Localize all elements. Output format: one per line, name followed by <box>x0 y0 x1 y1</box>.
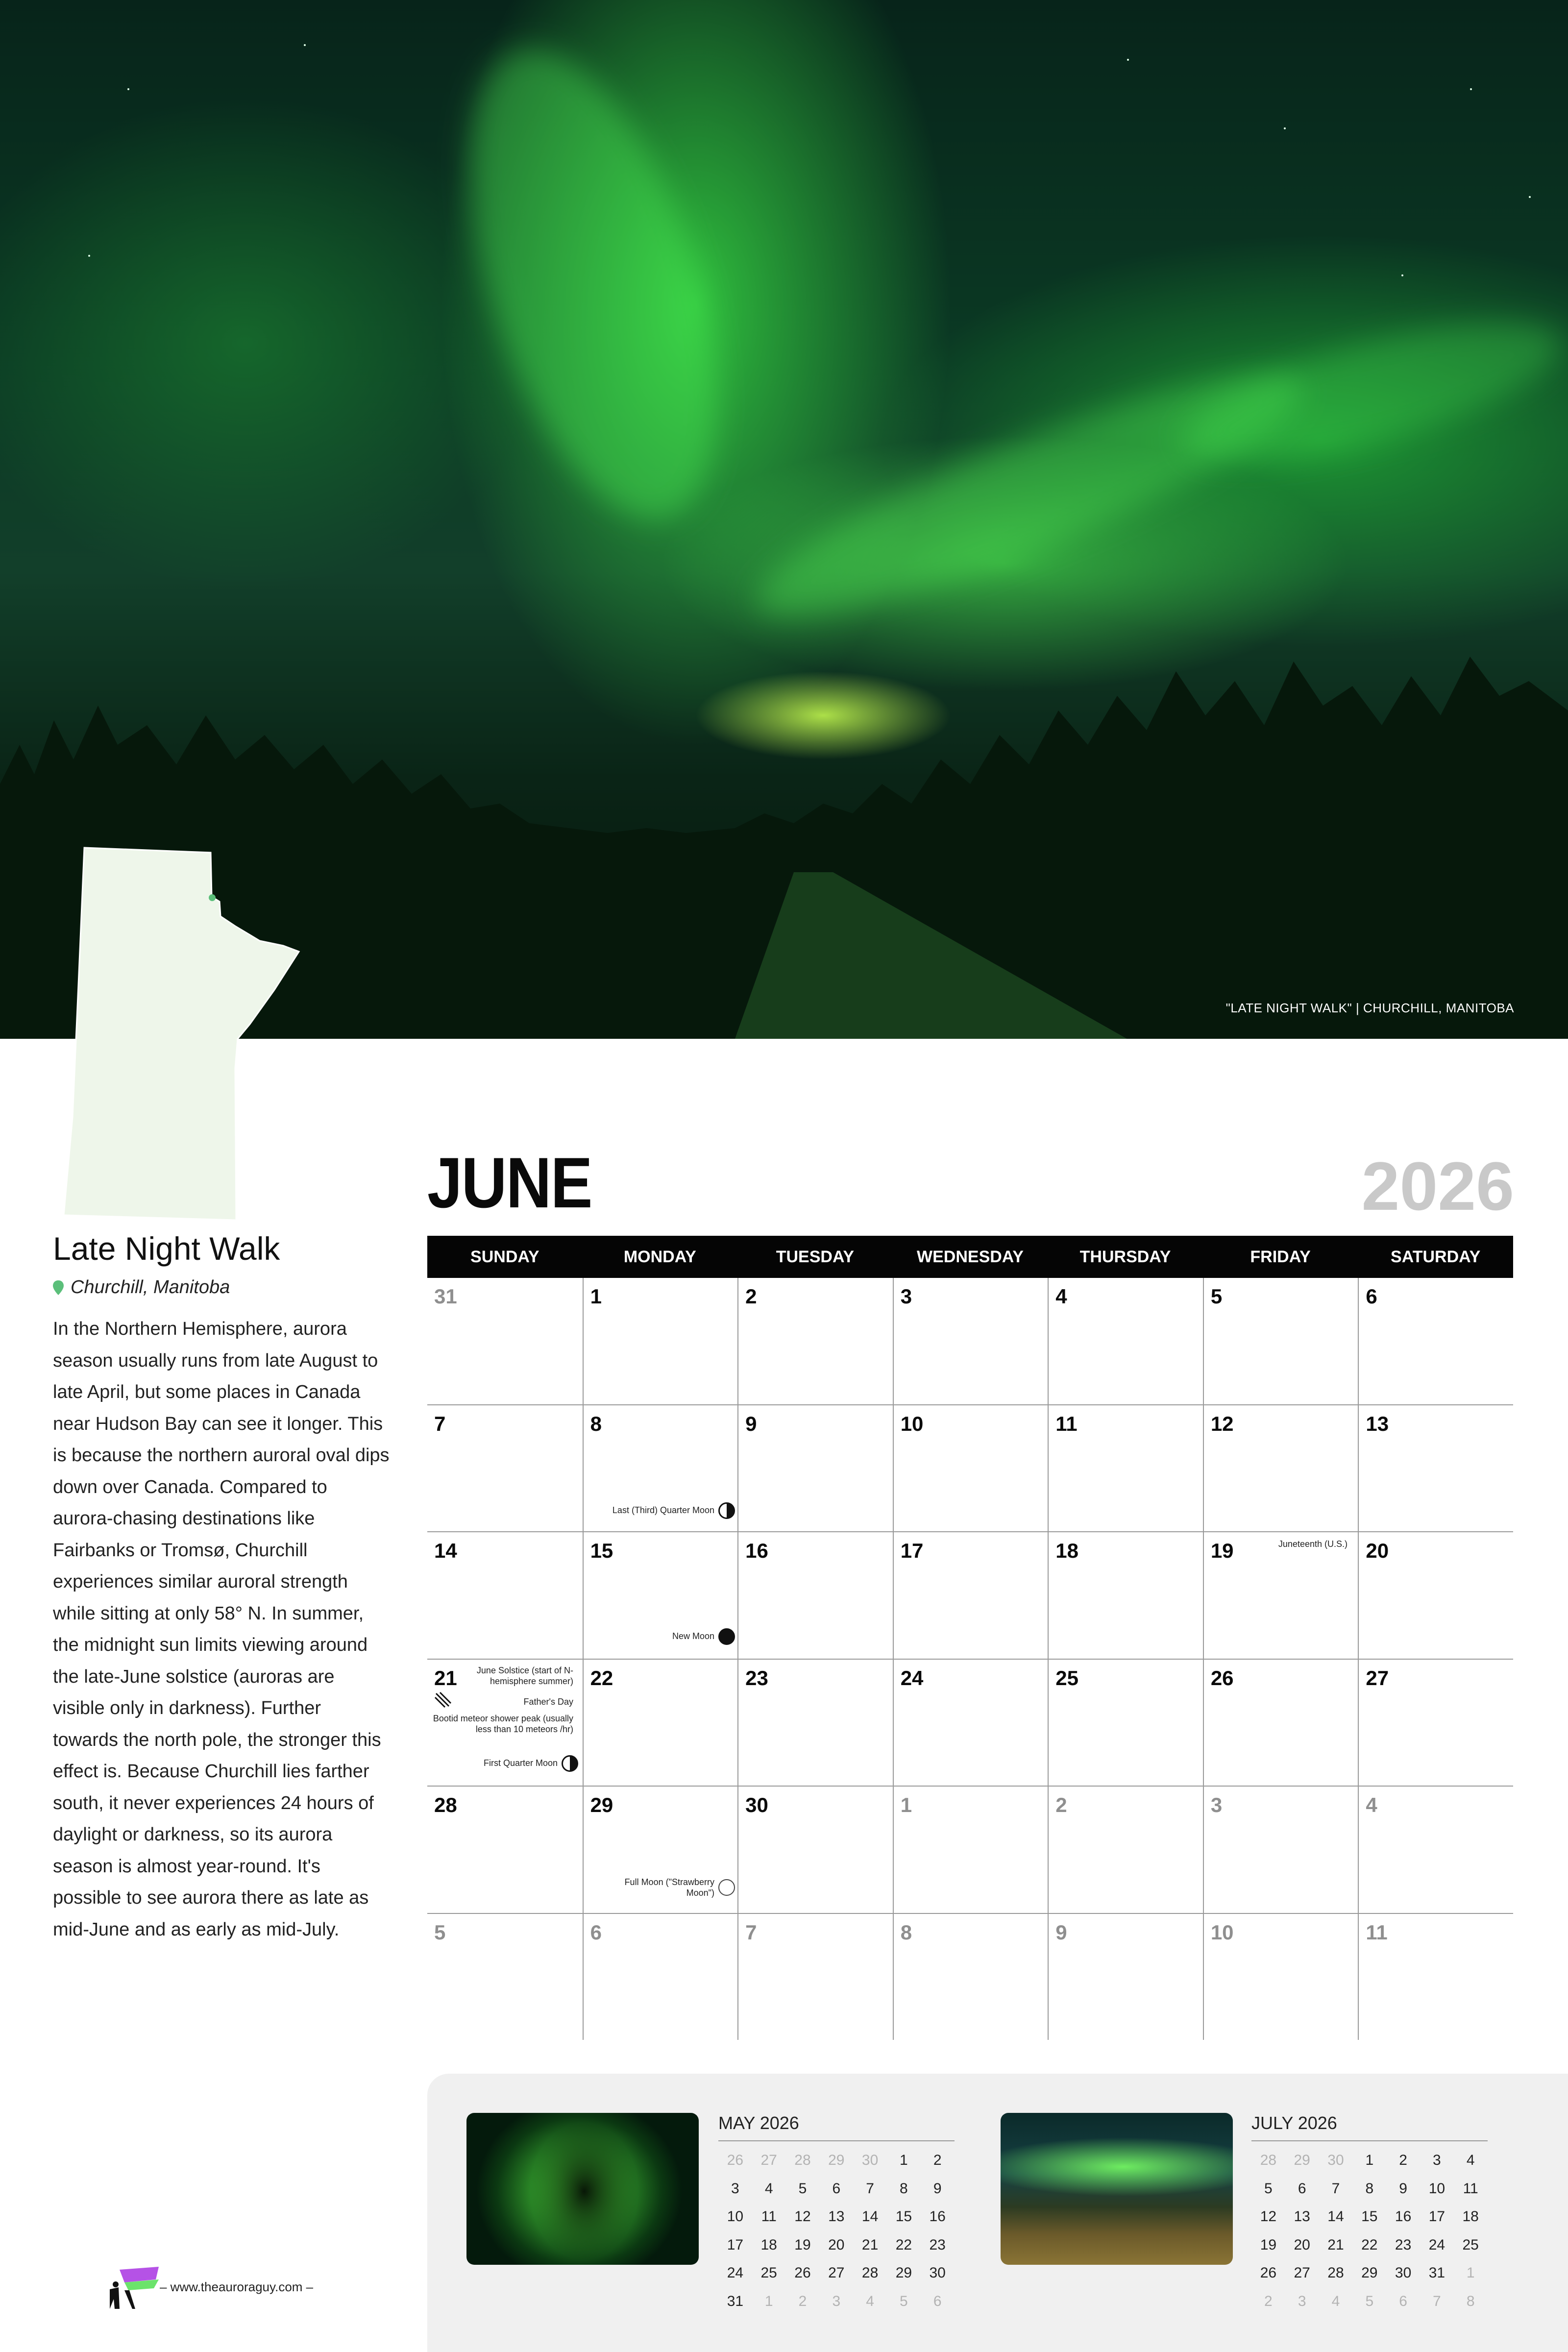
mini-day: 9 <box>933 2180 942 2197</box>
day-number: 7 <box>434 1412 446 1435</box>
calendar-day-cell <box>737 1532 893 1659</box>
event-new-moon-label: New Moon <box>672 1631 714 1641</box>
day-number: 19 <box>1210 1539 1234 1562</box>
calendar-day-cell <box>1358 1405 1513 1532</box>
mini-day: 11 <box>761 2208 777 2225</box>
location-text: Churchill, Manitoba <box>71 1277 230 1298</box>
day-number: 30 <box>745 1793 768 1816</box>
mini-day: 7 <box>1433 2293 1441 2309</box>
day-number: 10 <box>1210 1920 1234 1944</box>
mini-day: 27 <box>1294 2265 1310 2281</box>
day-number: 20 <box>1366 1539 1389 1562</box>
mini-day: 14 <box>861 2208 879 2225</box>
mini-day: 16 <box>1395 2208 1412 2225</box>
day-number: 2 <box>745 1285 757 1308</box>
day-number: 9 <box>745 1412 757 1435</box>
calendar-day-cell <box>893 1787 1048 1913</box>
calendar-day-cell <box>583 1278 738 1404</box>
event-last-quarter <box>588 1502 735 1519</box>
calendar-day-cell <box>1358 1914 1513 2040</box>
mini-day: 30 <box>861 2152 879 2168</box>
mini-day: 4 <box>1466 2152 1475 2168</box>
calendar-day-cell <box>1358 1532 1513 1659</box>
calendar-day-cell <box>1048 1914 1203 2040</box>
event-fathers-day: Father's Day <box>523 1697 573 1707</box>
day-number: 1 <box>900 1793 912 1816</box>
mini-day: 8 <box>1466 2293 1475 2309</box>
mini-day: 2 <box>798 2293 807 2309</box>
calendar-day-cell <box>737 1278 893 1404</box>
mini-day: 30 <box>1395 2265 1412 2281</box>
day-number: 9 <box>1055 1920 1067 1944</box>
day-number: 24 <box>900 1666 924 1690</box>
mini-day: 14 <box>1327 2208 1344 2225</box>
mini-day: 24 <box>1428 2236 1446 2253</box>
day-number: 27 <box>1366 1666 1389 1690</box>
calendar-day-cell <box>737 1914 893 2040</box>
calendar-day-cell <box>1203 1914 1358 2040</box>
calendar-week <box>427 1278 1513 1405</box>
event-juneteenth: Juneteenth (U.S.) <box>1278 1539 1348 1549</box>
calendar-day-cell <box>1203 1405 1358 1532</box>
mini-day: 23 <box>1395 2236 1412 2253</box>
day-number: 6 <box>590 1920 602 1944</box>
calendar-day-cell <box>1048 1405 1203 1532</box>
last-quarter-moon-icon <box>718 1502 735 1519</box>
day-number: 11 <box>1366 1920 1388 1944</box>
mini-day: 12 <box>1260 2208 1277 2225</box>
calendar-day-cell <box>427 1787 583 1913</box>
calendar-day-cell <box>893 1532 1048 1659</box>
mini-day: 5 <box>1365 2293 1374 2309</box>
mini-day: 13 <box>1294 2208 1310 2225</box>
day-number: 29 <box>590 1793 613 1816</box>
event-first-quarter-label: First Quarter Moon <box>483 1758 558 1768</box>
feature-location <box>53 1277 230 1298</box>
calendar-day-cell <box>1203 1532 1358 1659</box>
mini-day: 24 <box>727 2265 744 2281</box>
calendar-day-cell <box>737 1660 893 1786</box>
photo-caption: "LATE NIGHT WALK" | CHURCHILL, MANITOBA <box>1225 1001 1514 1015</box>
day-number: 10 <box>900 1412 924 1435</box>
first-quarter-moon-icon <box>562 1755 578 1772</box>
weekday-header <box>427 1236 1513 1278</box>
mini-day: 26 <box>794 2265 811 2281</box>
calendar-day-cell <box>893 1278 1048 1404</box>
mini-calendar-may <box>718 2113 955 2315</box>
day-number: 6 <box>1366 1285 1377 1308</box>
calendar-day-cell <box>893 1405 1048 1532</box>
mini-day: 3 <box>1298 2293 1306 2309</box>
mini-day: 28 <box>861 2265 879 2281</box>
mini-day: 9 <box>1399 2180 1407 2197</box>
weekday-label: SATURDAY <box>1391 1248 1481 1266</box>
mini-day: 2 <box>1264 2293 1273 2309</box>
mini-day: 29 <box>1361 2265 1378 2281</box>
may-aurora-thumbnail <box>466 2113 699 2265</box>
mini-day: 20 <box>828 2236 845 2253</box>
mini-day: 15 <box>895 2208 912 2225</box>
day-number: 28 <box>434 1793 457 1816</box>
calendar-day-cell <box>427 1914 583 2040</box>
mini-day: 5 <box>1264 2180 1273 2197</box>
mini-day: 18 <box>760 2236 777 2253</box>
mini-day: 17 <box>727 2236 744 2253</box>
mini-day: 28 <box>1327 2265 1344 2281</box>
mini-day: 7 <box>866 2180 874 2197</box>
calendar-day-cell <box>893 1914 1048 2040</box>
mini-day: 25 <box>1462 2236 1479 2253</box>
event-new-moon <box>588 1628 735 1645</box>
calendar-day-cell <box>737 1787 893 1913</box>
calendar-day-cell <box>1203 1278 1358 1404</box>
mini-day: 17 <box>1428 2208 1446 2225</box>
mini-day: 8 <box>900 2180 908 2197</box>
calendar-day-cell <box>893 1660 1048 1786</box>
calendar-week <box>427 1914 1513 2040</box>
mini-day: 27 <box>760 2152 777 2168</box>
day-number: 4 <box>1055 1285 1067 1308</box>
day-number: 22 <box>590 1666 613 1690</box>
day-number: 8 <box>590 1412 602 1435</box>
event-full-moon-label: Full Moon ("Strawberry Moon") <box>624 1877 714 1898</box>
calendar-day-cell <box>1048 1787 1203 1913</box>
mini-day: 5 <box>900 2293 908 2309</box>
mini-day: 25 <box>760 2265 777 2281</box>
calendar-day-cell <box>1203 1660 1358 1786</box>
day-number: 1 <box>590 1285 602 1308</box>
mini-day: 6 <box>1298 2180 1306 2197</box>
mini-day: 23 <box>929 2236 946 2253</box>
day-number: 13 <box>1366 1412 1389 1435</box>
calendar-day-cell <box>1358 1660 1513 1786</box>
mini-day: 6 <box>1399 2293 1407 2309</box>
calendar-day-cell <box>583 1914 738 2040</box>
feature-description: In the Northern Hemisphere, aurora season usually runs from late August to late April, but some places in Canada near Hudson Bay can see it longer. This is because the northern auroral oval dips down over Canada. Compared to aurora-chasing destinations like Fairbanks or Tromsø, Churchill experiences similar auroral strength while sitting at only 58° N. In summer, the midnight sun limits viewing around the late-June solstice (auroras are visible only in darkness). Further towards the north pole, the stronger this effect is. Because Churchill lies farther south, it never experiences 24 hours of daylight or darkness, so its aurora season is almost year-round. It's possible to see aurora there as late as mid-June and as early as mid-July. <box>53 1319 390 1940</box>
mini-day: 31 <box>727 2293 744 2309</box>
weekday-label: SUNDAY <box>470 1248 539 1266</box>
mini-calendar-title: JULY 2026 <box>1251 2113 1488 2141</box>
location-pin-icon <box>53 1280 64 1295</box>
mini-calendar-grid <box>718 2146 955 2315</box>
day-number: 25 <box>1055 1666 1078 1690</box>
mini-day: 28 <box>794 2152 811 2168</box>
mini-day: 18 <box>1462 2208 1479 2225</box>
day-number: 26 <box>1210 1666 1234 1690</box>
mini-day: 4 <box>764 2180 773 2197</box>
day-number: 11 <box>1055 1412 1078 1435</box>
calendar-day-cell <box>1048 1278 1203 1404</box>
mini-day: 1 <box>1466 2265 1475 2281</box>
mini-calendar-title: MAY 2026 <box>718 2113 955 2141</box>
mini-day: 11 <box>1463 2180 1478 2197</box>
event-first-quarter <box>431 1755 578 1772</box>
mini-day: 22 <box>1361 2236 1378 2253</box>
calendar-day-cell <box>1358 1787 1513 1913</box>
july-aurora-thumbnail <box>1001 2113 1233 2265</box>
mini-day: 5 <box>798 2180 807 2197</box>
calendar-day-cell <box>427 1532 583 1659</box>
website-link[interactable]: – www.theauroraguy.com – <box>160 2279 314 2294</box>
mini-day: 26 <box>1260 2265 1277 2281</box>
mini-day: 29 <box>1294 2152 1310 2168</box>
mini-day: 29 <box>828 2152 845 2168</box>
calendar-day-cell <box>1358 1278 1513 1404</box>
calendar-day-cell <box>1203 1787 1358 1913</box>
mini-calendar-july <box>1251 2113 1488 2315</box>
mini-day: 2 <box>1399 2152 1407 2168</box>
new-moon-icon <box>718 1628 735 1645</box>
calendar-day-cell <box>427 1405 583 1532</box>
mini-day: 22 <box>895 2236 912 2253</box>
day-number: 5 <box>1210 1285 1223 1308</box>
weekday-label: TUESDAY <box>776 1248 855 1266</box>
mini-day: 3 <box>731 2180 739 2197</box>
event-full-moon <box>588 1877 735 1898</box>
full-moon-icon <box>718 1879 735 1896</box>
day-number: 3 <box>1210 1793 1223 1816</box>
mini-day: 2 <box>933 2152 942 2168</box>
mini-day: 7 <box>1331 2180 1340 2197</box>
mini-day: 21 <box>1327 2236 1344 2253</box>
mini-day: 3 <box>832 2293 841 2309</box>
day-number: 2 <box>1055 1793 1067 1816</box>
event-bootid: Bootid meteor shower peak (usually less than 10 meteors /hr) <box>433 1714 573 1734</box>
day-number: 23 <box>745 1666 768 1690</box>
mini-day: 19 <box>1260 2236 1277 2253</box>
day-number: 5 <box>434 1920 446 1944</box>
churchill-marker <box>209 894 216 901</box>
mini-day: 3 <box>1433 2152 1441 2168</box>
mini-day: 12 <box>794 2208 811 2225</box>
mini-day: 31 <box>1428 2265 1446 2281</box>
mini-day: 30 <box>1327 2152 1344 2168</box>
mini-day: 19 <box>794 2236 811 2253</box>
day-number: 17 <box>900 1539 924 1562</box>
day-number: 14 <box>434 1539 457 1562</box>
calendar-weeks <box>427 1278 1513 2040</box>
calendar-day-cell <box>427 1278 583 1404</box>
weekday-label: MONDAY <box>623 1248 696 1266</box>
day-number: 18 <box>1055 1539 1078 1562</box>
mini-day: 8 <box>1365 2180 1374 2197</box>
manitoba-map <box>59 843 314 1225</box>
mini-day: 13 <box>828 2208 845 2225</box>
mini-day: 1 <box>900 2152 908 2168</box>
weekday-label: FRIDAY <box>1250 1248 1311 1266</box>
day-number: 8 <box>900 1920 912 1944</box>
mini-day: 29 <box>895 2265 912 2281</box>
aurora-guy-logo <box>105 2265 169 2314</box>
day-number: 21 <box>434 1666 457 1690</box>
mini-day: 16 <box>929 2208 946 2225</box>
mini-day: 20 <box>1294 2236 1310 2253</box>
mini-day: 30 <box>929 2265 946 2281</box>
mini-day: 10 <box>1428 2180 1446 2197</box>
month-title: JUNE <box>427 1143 592 1223</box>
mini-calendar-grid <box>1251 2146 1488 2315</box>
mini-day: 28 <box>1260 2152 1277 2168</box>
mini-day: 15 <box>1361 2208 1378 2225</box>
mini-day: 21 <box>861 2236 879 2253</box>
weekday-label: THURSDAY <box>1079 1248 1171 1266</box>
meteor-shower-icon <box>434 1691 452 1709</box>
mini-day: 4 <box>866 2293 874 2309</box>
event-last-quarter-label: Last (Third) Quarter Moon <box>612 1505 714 1515</box>
mini-day: 6 <box>832 2180 841 2197</box>
mini-day: 4 <box>1331 2293 1340 2309</box>
calendar-day-cell <box>737 1405 893 1532</box>
event-solstice: June Solstice (start of N-hemisphere summer) <box>476 1666 573 1686</box>
mini-day: 10 <box>727 2208 744 2225</box>
mini-day: 6 <box>933 2293 942 2309</box>
mini-day: 1 <box>1365 2152 1374 2168</box>
calendar-day-cell <box>583 1660 738 1786</box>
day-number: 7 <box>745 1920 757 1944</box>
day-number: 4 <box>1366 1793 1377 1816</box>
calendar-day-cell <box>1048 1532 1203 1659</box>
mini-day: 26 <box>727 2152 744 2168</box>
day-number: 3 <box>900 1285 912 1308</box>
mini-day: 1 <box>764 2293 773 2309</box>
day-number: 15 <box>590 1539 613 1562</box>
calendar-day-cell <box>1048 1660 1203 1786</box>
calendar-week <box>427 1660 1513 1787</box>
mini-day: 27 <box>828 2265 845 2281</box>
day-number: 12 <box>1210 1412 1234 1435</box>
day-number: 16 <box>745 1539 768 1562</box>
weekday-label: WEDNESDAY <box>917 1248 1024 1266</box>
day-number: 31 <box>434 1285 457 1308</box>
year-title: 2026 <box>1361 1148 1514 1225</box>
feature-title: Late Night Walk <box>53 1230 280 1267</box>
